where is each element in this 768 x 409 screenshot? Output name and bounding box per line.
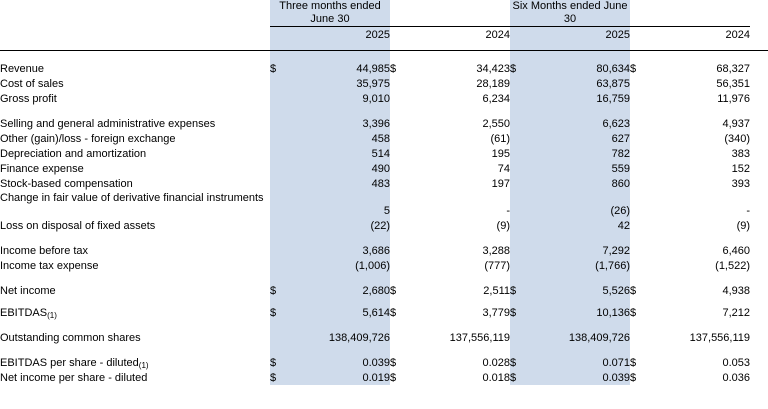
- row-currency: [270, 258, 286, 273]
- spacer-label: [0, 106, 270, 116]
- row-value: 860: [526, 176, 630, 191]
- spacer-label: [0, 273, 270, 283]
- row-label: Change in fair value of derivative financial instruments: [0, 191, 264, 204]
- row-label: Cost of sales: [0, 77, 64, 90]
- table-row: [0, 243, 768, 258]
- row-value: (26): [526, 191, 630, 218]
- header-rule-row: [0, 42, 768, 51]
- row-value: 44,985: [286, 61, 390, 76]
- row-value: 5,526: [526, 283, 630, 298]
- row-value: -: [506, 204, 510, 217]
- table-row: [0, 131, 768, 146]
- row-value: 152: [731, 162, 751, 175]
- row-value: 7,212: [722, 306, 751, 319]
- rule-ytd-2024: [630, 42, 750, 51]
- row-label: EBITDAS per share - diluted: [0, 356, 139, 369]
- row-pad: [750, 116, 768, 131]
- spacer-ytd-2025: [510, 298, 630, 305]
- row-currency: [630, 161, 646, 176]
- row-value: 34,423: [476, 62, 510, 75]
- table-row: [0, 176, 768, 191]
- row-value: 35,975: [286, 76, 390, 91]
- row-label: Revenue: [0, 62, 45, 75]
- footnote-marker: (1): [138, 360, 149, 370]
- spacer-ytd-2024: [630, 320, 750, 330]
- spacer-q-2024: [390, 106, 510, 116]
- row-currency: [630, 243, 646, 258]
- row-currency: $: [270, 370, 286, 385]
- spacer-ytd-2025: [510, 106, 630, 116]
- spacer-q-2024: [390, 51, 510, 61]
- row-currency: $: [630, 371, 637, 384]
- table-row: [0, 370, 768, 385]
- footnote-marker: (1): [47, 310, 57, 320]
- row-currency: [270, 191, 286, 218]
- row-value: 393: [731, 177, 751, 190]
- row-currency: [270, 116, 286, 131]
- row-currency: $: [390, 62, 397, 75]
- year-cur-cell-4: [630, 27, 646, 42]
- row-pad: [750, 283, 768, 298]
- spacer-q-2025: [270, 345, 390, 355]
- row-pad: [750, 76, 768, 91]
- row-value: 2,680: [286, 283, 390, 298]
- row-value: (9): [496, 219, 510, 232]
- row-currency: [630, 258, 646, 273]
- row-value: 627: [526, 131, 630, 146]
- row-currency: [390, 176, 406, 191]
- row-value: 137,556,119: [449, 331, 510, 344]
- row-pad: [750, 191, 768, 218]
- row-currency: [510, 258, 526, 273]
- row-value: (1,522): [715, 259, 751, 272]
- spacer-q-2024: [390, 233, 510, 243]
- row-pad: [750, 131, 768, 146]
- row-value: 458: [286, 131, 390, 146]
- row-currency: [270, 330, 286, 345]
- spacer-label: [0, 320, 270, 330]
- row-value: 56,351: [716, 77, 751, 90]
- row-value: 28,189: [476, 77, 510, 90]
- spacer-q-2024: [390, 298, 510, 305]
- row-pad: [750, 330, 768, 345]
- spacer-row: [0, 106, 768, 116]
- row-currency: [390, 161, 406, 176]
- spacer-row: [0, 273, 768, 283]
- row-value: (1,006): [286, 258, 390, 273]
- row-currency: [270, 131, 286, 146]
- row-label: Income before tax: [0, 244, 89, 257]
- row-label: Outstanding common shares: [0, 331, 141, 344]
- row-label: Net income: [0, 284, 56, 297]
- row-value: (777): [484, 259, 510, 272]
- row-currency: $: [630, 284, 637, 297]
- row-value: 383: [731, 147, 751, 160]
- row-currency: [510, 76, 526, 91]
- year-cur-cell-3: [510, 27, 526, 42]
- row-value: 9,010: [286, 91, 390, 106]
- row-currency: [630, 131, 646, 146]
- row-value: 0.036: [722, 371, 751, 384]
- row-currency: [630, 116, 646, 131]
- row-value: (1,766): [526, 258, 630, 273]
- row-currency: [390, 146, 406, 161]
- spacer-pad: [750, 51, 768, 61]
- row-value: 3,779: [482, 306, 510, 319]
- row-value: 197: [491, 177, 510, 190]
- row-currency: [390, 76, 406, 91]
- row-currency: [630, 176, 646, 191]
- row-value: 137,556,119: [689, 331, 751, 344]
- rule-label: [0, 42, 270, 51]
- row-currency: [630, 146, 646, 161]
- spacer-row: [0, 233, 768, 243]
- table-row: [0, 146, 768, 161]
- header-year-2024-q: 2024: [485, 28, 510, 41]
- row-value: 4,938: [722, 284, 751, 297]
- row-currency: $: [510, 283, 526, 298]
- spacer-ytd-2024: [630, 273, 750, 283]
- header-year-row: [0, 27, 768, 42]
- spacer-ytd-2025: [510, 233, 630, 243]
- header-group-three-months-prior: [390, 0, 510, 27]
- spacer-ytd-2024: [630, 345, 750, 355]
- spacer-q-2024: [390, 345, 510, 355]
- row-value: 559: [526, 161, 630, 176]
- year-cur-cell-1: [270, 27, 286, 42]
- row-label-ebitdas: [0, 305, 270, 320]
- spacer-q-2025: [270, 320, 390, 330]
- row-currency: [630, 76, 646, 91]
- row-label: EBITDAS: [0, 306, 48, 319]
- row-value: 0.018: [482, 371, 510, 384]
- header-year-2025-q: 2025: [286, 27, 390, 42]
- spacer-label: [0, 298, 270, 305]
- row-currency: $: [270, 355, 286, 370]
- row-pad: [750, 243, 768, 258]
- row-label: Selling and general administrative expenses: [0, 117, 216, 130]
- spacer-label: [0, 233, 270, 243]
- table-row: [0, 116, 768, 131]
- row-currency: [510, 131, 526, 146]
- row-currency: [630, 330, 646, 345]
- row-currency: [270, 176, 286, 191]
- rule-pad: [750, 42, 768, 51]
- row-value: 0.039: [286, 355, 390, 370]
- row-pad: [750, 61, 768, 76]
- row-value: 0.039: [526, 370, 630, 385]
- row-currency: [630, 218, 646, 233]
- row-currency: $: [270, 283, 286, 298]
- row-pad: [750, 146, 768, 161]
- row-value: 138,409,726: [286, 330, 390, 345]
- spacer-ytd-2024: [630, 106, 750, 116]
- spacer-q-2025: [270, 273, 390, 283]
- row-label: Loss on disposal of fixed assets: [0, 219, 156, 232]
- row-currency: [510, 91, 526, 106]
- row-pad: [750, 91, 768, 106]
- row-currency: [270, 161, 286, 176]
- row-currency: $: [270, 61, 286, 76]
- spacer-label: [0, 51, 270, 61]
- row-value: 0.053: [722, 356, 751, 369]
- table-row: [0, 330, 768, 345]
- row-value: 514: [286, 146, 390, 161]
- row-currency: [270, 91, 286, 106]
- header-group-six-months-prior: [630, 0, 750, 27]
- row-currency: $: [510, 370, 526, 385]
- year-blank-cell: [0, 27, 270, 42]
- table-row: [0, 61, 768, 76]
- row-value: 782: [526, 146, 630, 161]
- row-currency: [630, 91, 646, 106]
- spacer-ytd-2025: [510, 320, 630, 330]
- year-pad-cell: [750, 27, 768, 42]
- spacer-pad: [750, 298, 768, 305]
- row-currency: [270, 218, 286, 233]
- spacer-pad: [750, 320, 768, 330]
- rule-q-2024: [390, 42, 510, 51]
- row-value: (61): [490, 132, 510, 145]
- row-currency: $: [390, 356, 397, 369]
- spacer-q-2025: [270, 51, 390, 61]
- table-row: [0, 283, 768, 298]
- row-currency: [390, 218, 406, 233]
- row-currency: [390, 91, 406, 106]
- spacer-q-2025: [270, 298, 390, 305]
- row-value: 0.028: [482, 356, 510, 369]
- row-value: 68,327: [716, 62, 751, 75]
- header-group-six-months: Six Months ended June 30: [510, 0, 630, 27]
- row-value: 3,396: [286, 116, 390, 131]
- header-year-2025-ytd: 2025: [526, 27, 630, 42]
- row-currency: $: [270, 305, 286, 320]
- row-value: 80,634: [526, 61, 630, 76]
- row-label: Gross profit: [0, 92, 57, 105]
- row-value: -: [746, 204, 751, 217]
- row-value: 10,136: [526, 305, 630, 320]
- row-value: 5: [286, 191, 390, 218]
- row-currency: [510, 330, 526, 345]
- row-value: 0.019: [286, 370, 390, 385]
- row-value: 3,288: [482, 244, 510, 257]
- row-currency: [510, 176, 526, 191]
- row-currency: [390, 243, 406, 258]
- row-value: 3,686: [286, 243, 390, 258]
- row-value: (22): [286, 218, 390, 233]
- header-blank-cell: [0, 0, 270, 27]
- spacer-q-2024: [390, 320, 510, 330]
- row-value: 74: [497, 162, 510, 175]
- row-value: 195: [491, 147, 510, 160]
- row-currency: [630, 191, 646, 218]
- row-label: Other (gain)/loss - foreign exchange: [0, 132, 176, 145]
- row-value: 4,937: [722, 117, 751, 130]
- row-currency: [510, 218, 526, 233]
- spacer-row: [0, 320, 768, 330]
- row-value: 7,292: [526, 243, 630, 258]
- row-label: Finance expense: [0, 162, 84, 175]
- row-currency: [270, 76, 286, 91]
- row-value: 2,550: [482, 117, 510, 130]
- spacer-pad: [750, 106, 768, 116]
- row-label: Net income per share - diluted: [0, 371, 148, 384]
- table-row: [0, 355, 768, 370]
- row-value: 11,976: [717, 92, 751, 105]
- header-pad-cell: [750, 0, 768, 27]
- row-currency: [510, 116, 526, 131]
- spacer-pad: [750, 233, 768, 243]
- spacer-q-2025: [270, 233, 390, 243]
- header-group-three-months: Three months ended June 30: [270, 0, 390, 27]
- table-row: [0, 305, 768, 320]
- row-currency: [270, 243, 286, 258]
- row-currency: [510, 191, 526, 218]
- spacer-pad: [750, 273, 768, 283]
- spacer-pad: [750, 345, 768, 355]
- row-value: 490: [286, 161, 390, 176]
- row-pad: [750, 161, 768, 176]
- row-currency: $: [510, 305, 526, 320]
- row-currency: [270, 146, 286, 161]
- table-row: [0, 161, 768, 176]
- spacer-row: [0, 345, 768, 355]
- row-value: 5,614: [286, 305, 390, 320]
- row-value: 138,409,726: [526, 330, 630, 345]
- row-label-ebitdas-per-share: [0, 355, 270, 370]
- row-value: 6,460: [722, 244, 751, 257]
- row-currency: [390, 116, 406, 131]
- row-currency: $: [510, 355, 526, 370]
- row-value: 63,875: [526, 76, 630, 91]
- header-group-row: [0, 0, 768, 27]
- spacer-row: [0, 51, 768, 61]
- row-currency: $: [630, 356, 637, 369]
- spacer-label: [0, 345, 270, 355]
- row-currency: $: [630, 306, 637, 319]
- row-value: (9): [736, 219, 751, 232]
- row-currency: [390, 258, 406, 273]
- row-currency: $: [390, 306, 397, 319]
- row-currency: [510, 161, 526, 176]
- row-label: Income tax expense: [0, 259, 99, 272]
- row-currency: [390, 191, 406, 218]
- table-row: [0, 76, 768, 91]
- spacer-ytd-2024: [630, 51, 750, 61]
- spacer-row: [0, 298, 768, 305]
- row-pad: [750, 176, 768, 191]
- row-value: 42: [526, 218, 630, 233]
- row-currency: $: [630, 62, 637, 75]
- row-pad: [750, 355, 768, 370]
- row-pad: [750, 305, 768, 320]
- row-value: 16,759: [526, 91, 630, 106]
- row-value: 483: [286, 176, 390, 191]
- spacer-q-2025: [270, 106, 390, 116]
- spacer-ytd-2025: [510, 273, 630, 283]
- spacer-ytd-2024: [630, 233, 750, 243]
- row-value: (340): [724, 132, 751, 145]
- row-currency: $: [510, 61, 526, 76]
- row-currency: [390, 330, 406, 345]
- header-year-2024-ytd: 2024: [725, 28, 751, 41]
- table-row: [0, 218, 768, 233]
- rule-q-2025: [270, 42, 390, 51]
- spacer-ytd-2024: [630, 298, 750, 305]
- row-label: Depreciation and amortization: [0, 147, 147, 160]
- rule-ytd-2025: [510, 42, 630, 51]
- row-currency: [390, 131, 406, 146]
- table-row: [0, 91, 768, 106]
- spacer-ytd-2025: [510, 51, 630, 61]
- row-currency: [510, 146, 526, 161]
- row-value: 0.071: [526, 355, 630, 370]
- row-value: 2,511: [483, 284, 510, 297]
- table-row: [0, 258, 768, 273]
- row-label: Stock-based compensation: [0, 177, 133, 190]
- row-value: 6,234: [482, 92, 510, 105]
- row-pad: [750, 218, 768, 233]
- spacer-q-2024: [390, 273, 510, 283]
- row-currency: [510, 243, 526, 258]
- row-pad: [750, 258, 768, 273]
- year-cur-cell-2: [390, 27, 406, 42]
- row-currency: $: [390, 371, 397, 384]
- row-value: 6,623: [526, 116, 630, 131]
- row-pad: [750, 370, 768, 385]
- row-currency: $: [390, 284, 397, 297]
- spacer-ytd-2025: [510, 345, 630, 355]
